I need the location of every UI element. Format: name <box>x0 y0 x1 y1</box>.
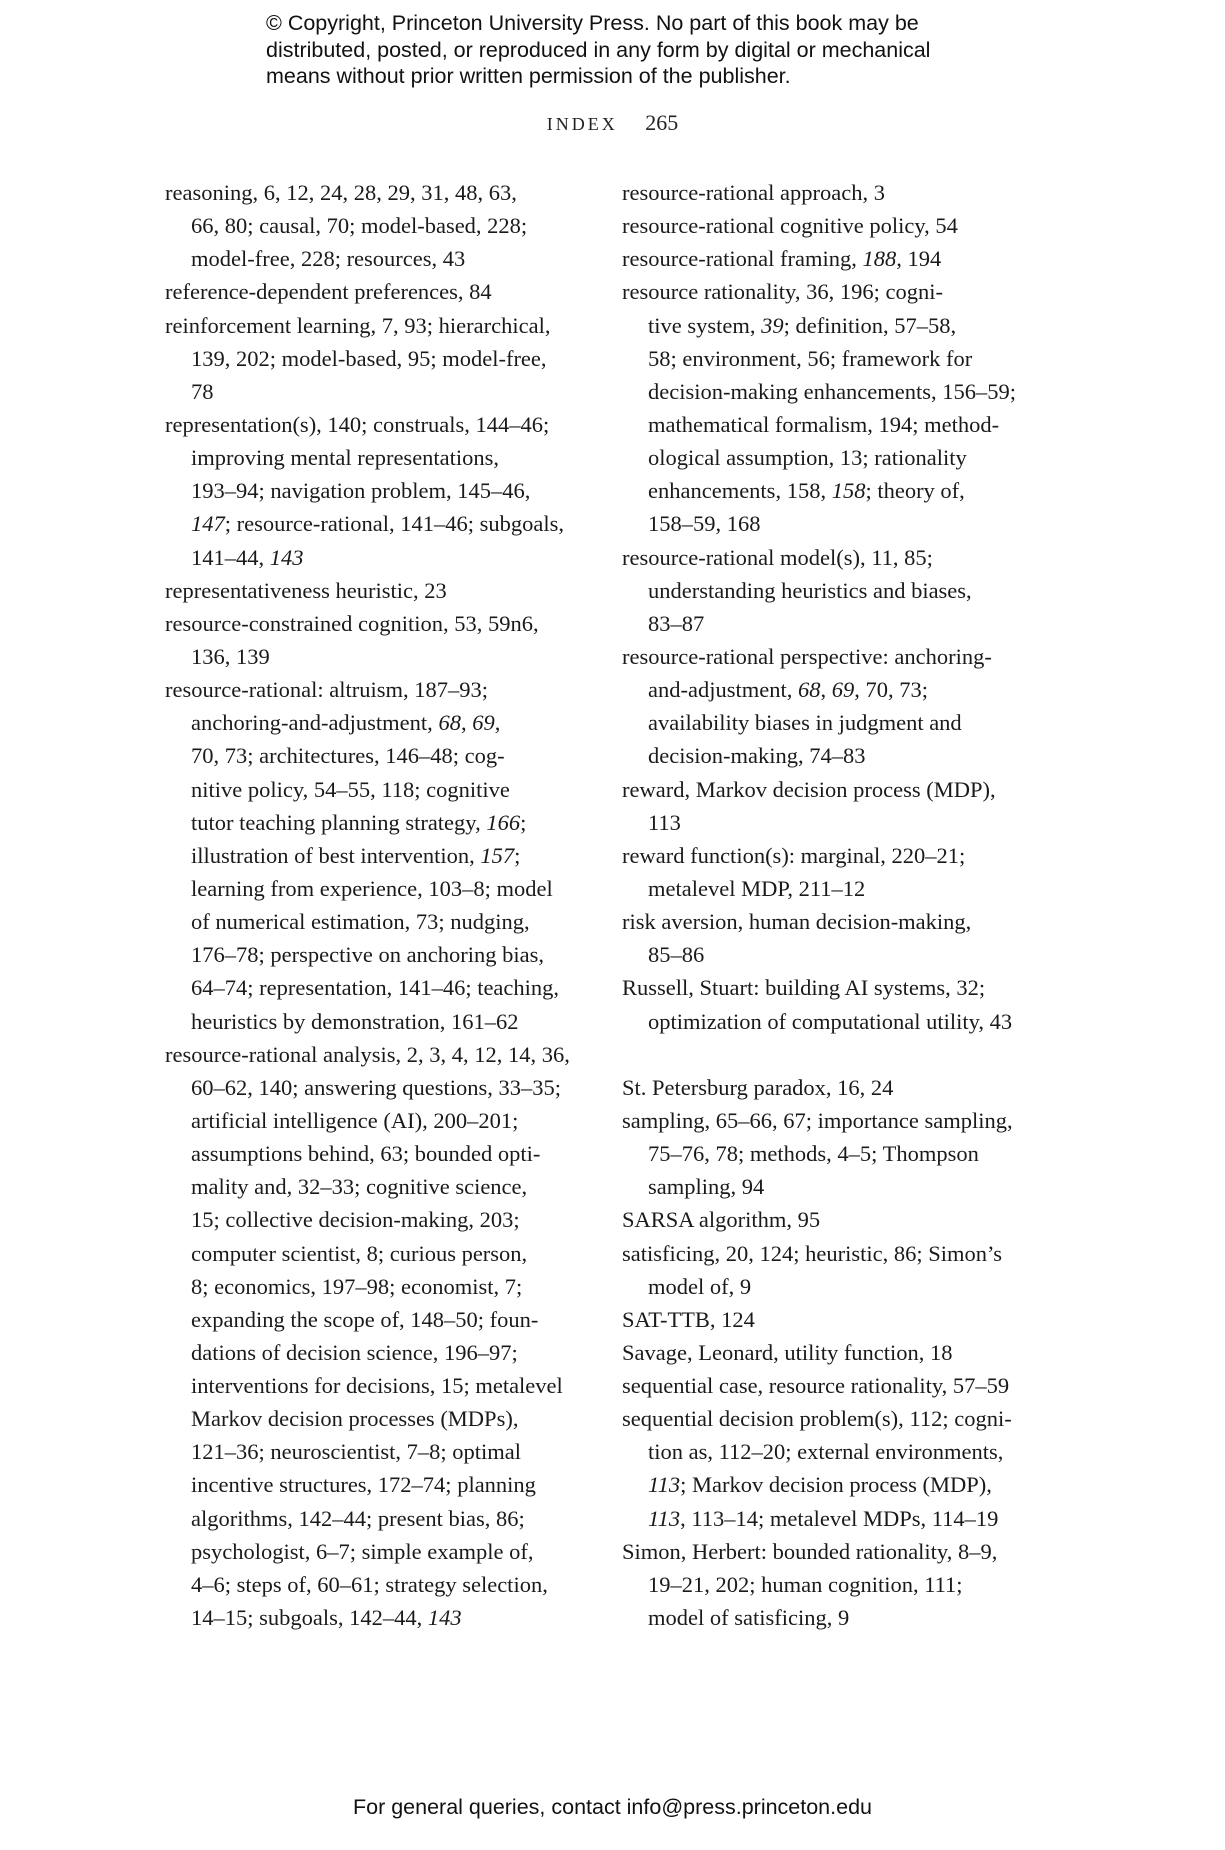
index-line: SAT-TTB, 124 <box>622 1306 755 1332</box>
index-line: dations of decision science, 196–97; <box>191 1339 518 1365</box>
index-line: computer scientist, 8; curious person, <box>191 1240 528 1266</box>
index-line: reward function(s): marginal, 220–21; <box>622 842 966 868</box>
index-line: reference-dependent preferences, 84 <box>165 279 492 305</box>
index-line: decision-making, 74–83 <box>648 743 866 769</box>
index-line: psychologist, 6–7; simple example of, <box>191 1538 534 1564</box>
index-line: ological assumption, 13; rationality <box>648 445 967 471</box>
index-line: expanding the scope of, 148–50; foun- <box>191 1306 539 1332</box>
index-line: mality and, 32–33; cognitive science, <box>191 1174 528 1200</box>
index-line: tion as, 112–20; external environments, <box>648 1439 1004 1465</box>
index-line: model of satisficing, 9 <box>648 1605 850 1631</box>
index-line: 19–21, 202; human cognition, 111; <box>648 1571 963 1597</box>
index-line: satisficing, 20, 124; heuristic, 86; Simon’s <box>622 1240 1002 1266</box>
index-line: algorithms, 142–44; present bias, 86; <box>191 1505 525 1531</box>
index-line: representation(s), 140; construals, 144–46; <box>165 411 550 437</box>
index-line: 113 <box>648 809 681 835</box>
index-line: resource-rational model(s), 11, 85; <box>622 544 933 570</box>
index-line: improving mental representations, <box>191 445 500 471</box>
index-line: metalevel MDP, 211–12 <box>648 875 866 901</box>
index-line: and-adjustment, 68, 69, 70, 73; <box>648 677 928 703</box>
index-line: 113, 113–14; metalevel MDPs, 114–19 <box>648 1505 999 1531</box>
index-line: sequential case, resource rationality, 57–59 <box>622 1373 1010 1399</box>
index-line: 70, 73; architectures, 146–48; cog- <box>191 743 505 769</box>
index-line: tutor teaching planning strategy, 166; <box>191 809 527 835</box>
index-line: heuristics by demonstration, 161–62 <box>191 1008 519 1034</box>
index-column-right <box>622 176 1062 1634</box>
index-line: 83–87 <box>648 610 705 636</box>
index-line: anchoring-and-adjustment, 68, 69, <box>191 710 501 736</box>
index-line: sequential decision problem(s), 112; cogni- <box>622 1406 1012 1432</box>
footer-contact: For general queries, contact info@press.princeton.edu <box>352 1795 872 1819</box>
index-line: 66, 80; causal, 70; model-based, 228; <box>191 213 528 239</box>
index-line: 121–36; neuroscientist, 7–8; optimal <box>191 1439 521 1465</box>
index-line: sampling, 94 <box>648 1174 765 1200</box>
index-line: 78 <box>191 378 214 404</box>
index-line: decision-making enhancements, 156–59; <box>648 378 1017 404</box>
index-line: reasoning, 6, 12, 24, 28, 29, 31, 48, 63, <box>165 180 517 205</box>
index-line: illustration of best intervention, 157; <box>191 842 521 868</box>
index-line: 193–94; navigation problem, 145–46, <box>191 478 531 504</box>
index-line: Savage, Leonard, utility function, 18 <box>622 1339 953 1365</box>
index-line: 60–62, 140; answering questions, 33–35; <box>191 1074 561 1100</box>
index-line: Simon, Herbert: bounded rationality, 8–9, <box>622 1538 998 1564</box>
index-line: of numerical estimation, 73; nudging, <box>191 909 530 935</box>
copyright-line-3: means without prior written permission of the publisher. <box>266 64 791 88</box>
index-line: Markov decision processes (MDPs), <box>191 1406 519 1432</box>
copyright-line-1: © Copyright, Princeton University Press. No part of this book may be <box>266 11 919 35</box>
index-line: resource-constrained cognition, 53, 59n6, <box>165 610 539 636</box>
index-line: mathematical formalism, 194; method- <box>648 411 1000 437</box>
index-line: 136, 139 <box>191 643 270 669</box>
index-line: optimization of computational utility, 43 <box>648 1008 1013 1034</box>
index-line: St. Petersburg paradox, 16, 24 <box>622 1074 894 1100</box>
index-line: representativeness heuristic, 23 <box>165 577 447 603</box>
index-line: resource-rational: altruism, 187–93; <box>165 677 489 703</box>
index-line: learning from experience, 103–8; model <box>191 875 553 901</box>
index-line: 139, 202; model-based, 95; model-free, <box>191 345 547 371</box>
index-line: resource-rational framing, 188, 194 <box>622 246 942 272</box>
index-line: 147; resource-rational, 141–46; subgoals, <box>191 511 565 537</box>
index-line: 113; Markov decision process (MDP), <box>648 1472 992 1498</box>
index-line: reward, Markov decision process (MDP), <box>622 776 996 802</box>
index-line: tive system, 39; definition, 57–58, <box>648 312 957 338</box>
index-line: 158–59, 168 <box>648 511 761 537</box>
index-line: 141–44, 143 <box>191 544 304 570</box>
index-line: 176–78; perspective on anchoring bias, <box>191 942 545 968</box>
index-line: resource-rational approach, 3 <box>622 180 885 205</box>
index-line: 75–76, 78; methods, 4–5; Thompson <box>648 1141 979 1167</box>
index-line: model of, 9 <box>648 1273 752 1299</box>
index-line: assumptions behind, 63; bounded opti- <box>191 1141 541 1167</box>
copyright-notice <box>266 10 986 90</box>
index-line: enhancements, 158, 158; theory of, <box>648 478 965 504</box>
index-column-left <box>165 176 585 1634</box>
index-line: 85–86 <box>648 942 705 968</box>
page-number: 265 <box>645 110 679 135</box>
index-line: 15; collective decision-making, 203; <box>191 1207 520 1233</box>
running-head <box>0 110 1225 136</box>
index-line: sampling, 65–66, 67; importance sampling, <box>622 1107 1013 1133</box>
index-line: resource-rational perspective: anchoring- <box>622 643 992 669</box>
index-line: risk aversion, human decision-making, <box>622 909 972 935</box>
index-line: 8; economics, 197–98; economist, 7; <box>191 1273 523 1299</box>
index-line: 64–74; representation, 141–46; teaching, <box>191 975 560 1001</box>
index-line: reinforcement learning, 7, 93; hierarchical, <box>165 312 551 338</box>
index-line: Russell, Stuart: building AI systems, 32; <box>622 975 986 1001</box>
index-line: SARSA algorithm, 95 <box>622 1207 821 1233</box>
index-line: artificial intelligence (AI), 200–201; <box>191 1107 519 1133</box>
index-line: nitive policy, 54–55, 118; cognitive <box>191 776 510 802</box>
index-line: resource-rational cognitive policy, 54 <box>622 213 958 239</box>
index-line: availability biases in judgment and <box>648 710 962 736</box>
index-line: 4–6; steps of, 60–61; strategy selection, <box>191 1571 548 1597</box>
copyright-line-2: distributed, posted, or reproduced in any form by digital or mechanical <box>266 37 931 62</box>
index-line: interventions for decisions, 15; metalevel <box>191 1373 563 1399</box>
index-line: understanding heuristics and biases, <box>648 577 972 603</box>
index-line: resource-rational analysis, 2, 3, 4, 12, 14, 36, <box>165 1041 570 1067</box>
index-line: incentive structures, 172–74; planning <box>191 1472 536 1498</box>
index-line: resource rationality, 36, 196; cogni- <box>622 279 943 305</box>
index-line: 14–15; subgoals, 142–44, 143 <box>191 1605 462 1631</box>
index-spacer <box>622 1038 1062 1071</box>
index-line: 58; environment, 56; framework for <box>648 345 973 371</box>
index-line: model-free, 228; resources, 43 <box>191 246 466 272</box>
running-head-label: INDEX <box>546 114 618 134</box>
